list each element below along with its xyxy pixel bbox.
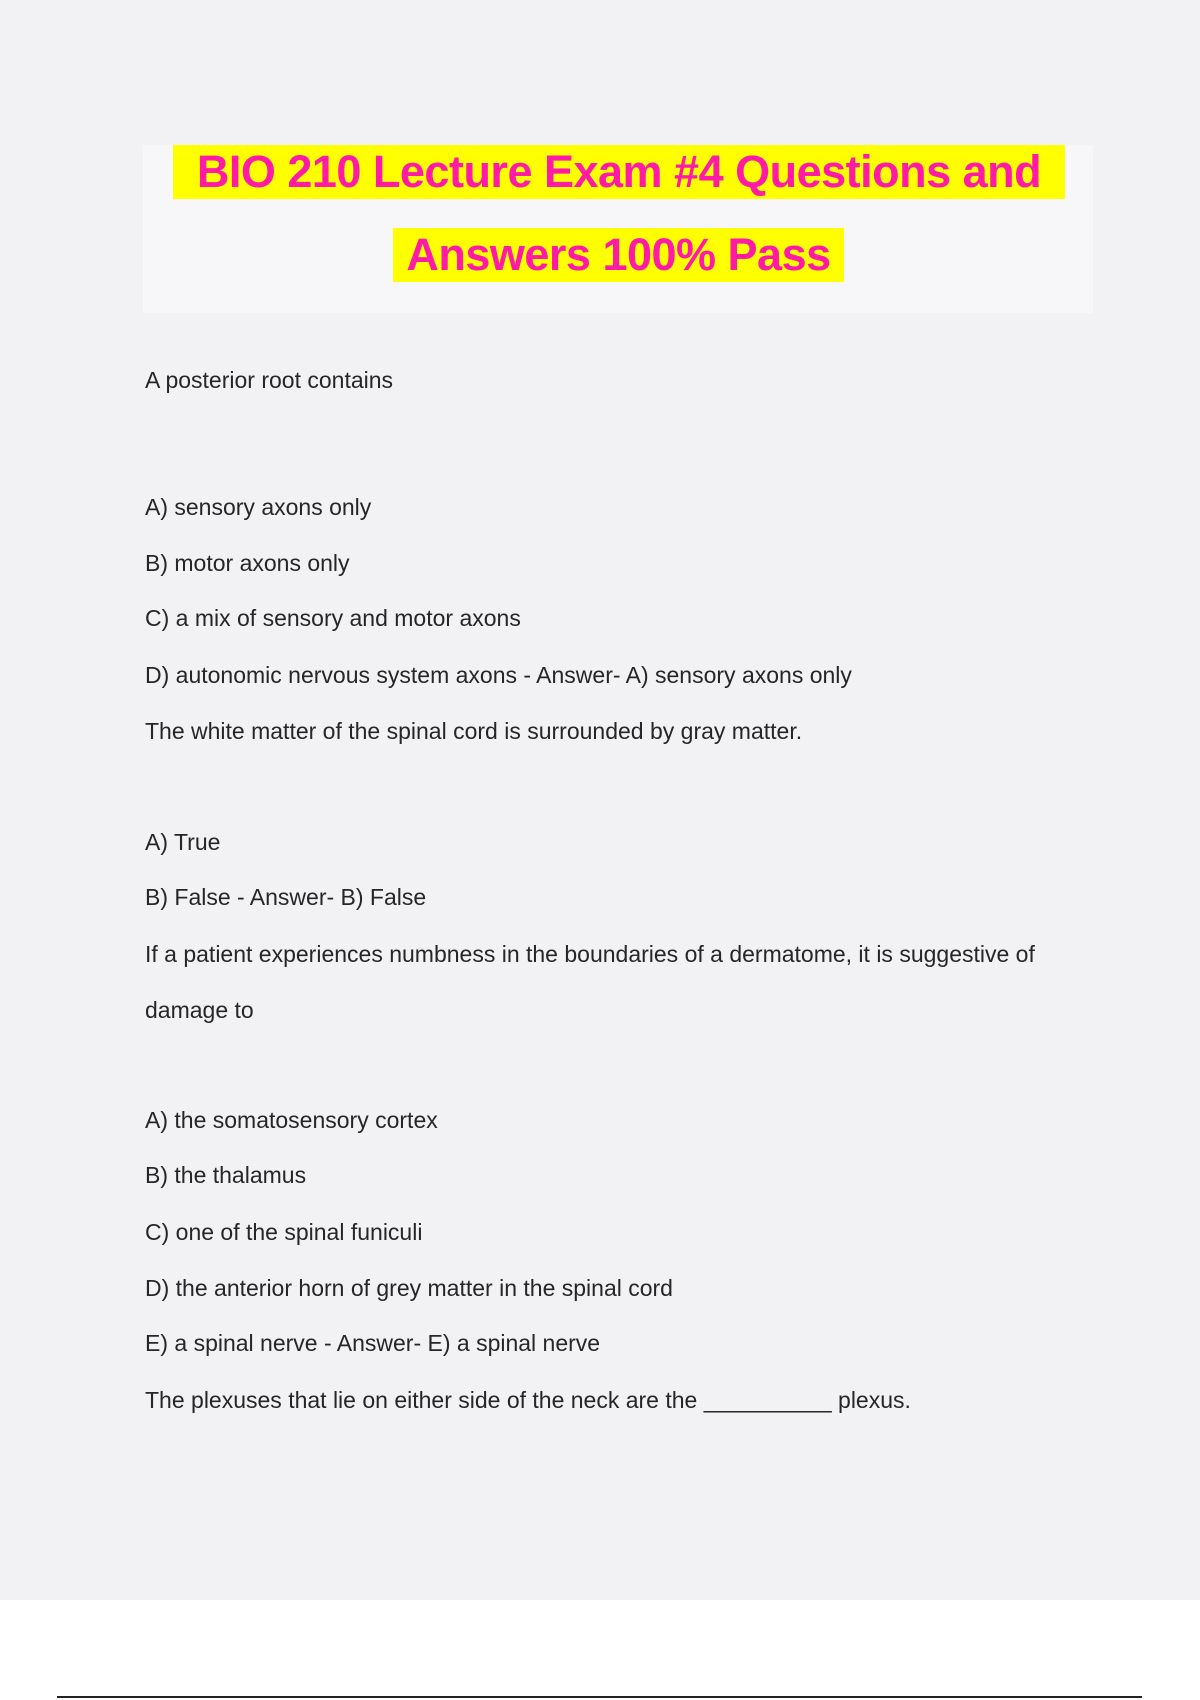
- question-3-stem-line-1: If a patient experiences numbness in the boundaries of a dermatome, it is suggestive of: [145, 941, 1035, 967]
- question-2-stem: The white matter of the spinal cord is surrounded by gray matter.: [145, 718, 803, 744]
- question-1-option-c: C) a mix of sensory and motor axons: [145, 605, 521, 631]
- document-title-line-1: BIO 210 Lecture Exam #4 Questions and: [173, 145, 1065, 199]
- question-3-option-c: C) one of the spinal funiculi: [145, 1219, 423, 1245]
- question-3-option-a: A) the somatosensory cortex: [145, 1107, 438, 1133]
- question-1-option-b: B) motor axons only: [145, 550, 350, 576]
- question-1-stem: A posterior root contains: [145, 367, 394, 393]
- question-3-option-b: B) the thalamus: [145, 1162, 307, 1188]
- footer-divider: [57, 1696, 1142, 1698]
- question-2-option-a: A) True: [145, 829, 221, 855]
- question-1-option-d-answer: D) autonomic nervous system axons - Answer- A) sensory axons only: [145, 662, 852, 688]
- question-3-option-d: D) the anterior horn of grey matter in the spinal cord: [145, 1275, 673, 1301]
- question-4-stem: The plexuses that lie on either side of the neck are the __________ plexus.: [145, 1387, 911, 1413]
- question-3-option-e-answer: E) a spinal nerve - Answer- E) a spinal nerve: [145, 1330, 601, 1356]
- question-3-stem-line-2: damage to: [145, 997, 254, 1023]
- document-title-line-2: Answers 100% Pass: [393, 228, 844, 282]
- title-block: [143, 145, 1093, 313]
- question-1-option-a: A) sensory axons only: [145, 494, 372, 520]
- question-2-option-b-answer: B) False - Answer- B) False: [145, 884, 427, 910]
